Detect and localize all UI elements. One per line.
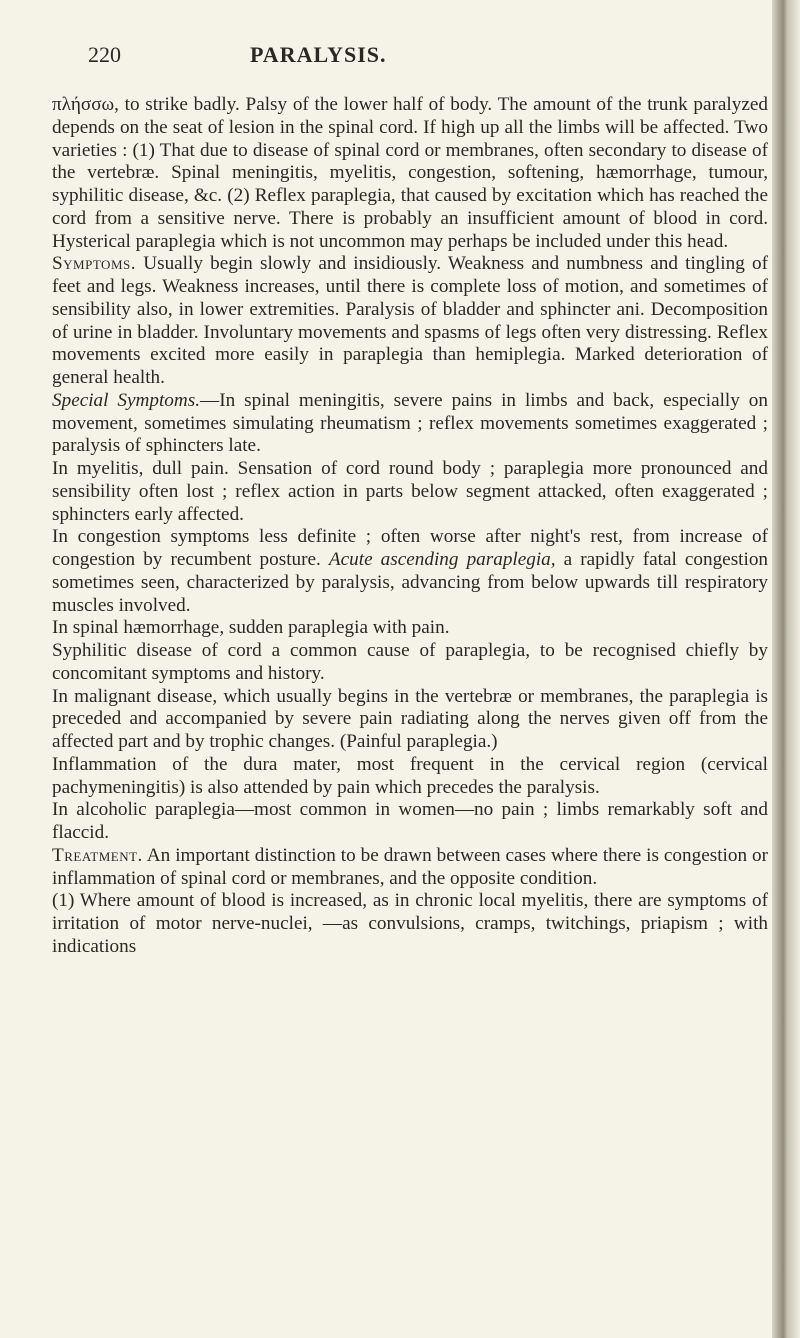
paragraph-definition: πλήσσω, to strike badly. Palsy of the lower half of body. The amount of the trunk paralyzed depends on the seat of lesion in the spinal cord. If high up all the limbs will be affected. Two varieties : (1) That due to disease of spinal cord or membranes, often secondary to disease of the vertebræ. Spinal meningitis, myelitis, congestion, softening, hæmorrhage, tumour, syphilitic disease, &c. (2) Reflex paraplegia, that caused by excitation which has reached the cord from a sensitive nerve. There is probably an insufficient amount of blood in cord. Hysterical paraplegia which is not uncommon may perhaps be included under this head.	[52, 94, 768, 252]
paragraph-special-symptoms	[52, 390, 768, 458]
treatment-heading: Treatment.	[52, 844, 143, 866]
paragraph-alcoholic: In alcoholic paraplegia—most common in women—no pain ; limbs remarkably soft and flaccid.	[52, 799, 768, 843]
page-number: 220	[88, 42, 121, 67]
special-symptoms-text: —In spinal meningitis, severe pains in limbs and back, especially on movement, sometimes simulating rheumatism ; reflex movements sometimes exaggerated ; paralysis of sphincters late.	[52, 389, 768, 457]
treatment-text: An important distinction to be drawn between cases where there is congestion or inflammation of spinal cord or membranes, and the opposite condition.	[52, 844, 768, 889]
symptoms-text: Usually begin slowly and insidiously. Weakness and numbness and tingling of feet and legs. Weakness increases, until there is complete loss of motion, and sometimes of sensibility also, in lower extremities. Paralysis of bladder and sphincter ani. Decomposition of urine in bladder. Involuntary movements and spasms of legs often very distressing. Reflex movements excited more easily in paraplegia than hemiplegia. Marked deterioration of general health.	[52, 253, 769, 388]
acute-ascending-paraplegia: Acute ascending paraplegia,	[328, 549, 556, 570]
special-symptoms-heading: Special Symptoms.	[52, 389, 201, 411]
paragraph-dura-mater: Inflammation of the dura mater, most frequent in the cervical region (cervical pachymeningitis) is also attended by pain which precedes the paralysis.	[52, 753, 768, 798]
symptoms-heading: Symptoms.	[52, 253, 137, 275]
paragraph-treatment	[52, 845, 768, 891]
paragraph-myelitis: In myelitis, dull pain. Sensation of cord round body ; paraplegia more pronounced and sensibility often lost ; reflex action in parts below segment attacked, often exaggerated ; sphincters early affected.	[52, 458, 768, 525]
paragraph-malignant: In malignant disease, which usually begins in the vertebræ or membranes, the paraplegia is preceded and accompanied by severe pain radiating along the nerves given off from the affected part and by trophic changes. (Painful paraplegia.)	[52, 685, 768, 752]
paragraph-congestion	[52, 526, 768, 617]
page-gutter-shadow	[772, 0, 800, 1338]
paragraph-haemorrhage: In spinal hæmorrhage, sudden paraplegia with pain.	[52, 617, 450, 639]
paragraph-syphilitic: Syphilitic disease of cord a common cause of paraplegia, to be recognised chiefly by concomitant symptoms and history.	[52, 640, 768, 684]
page-body	[52, 94, 768, 959]
paragraph-symptoms	[52, 253, 768, 390]
page-header	[88, 42, 724, 72]
running-head: PARALYSIS.	[250, 42, 387, 67]
congestion-text-a: In congestion symptoms less definite ; often worse after night's rest, from increase of congestion by recumbent posture.	[52, 526, 768, 570]
congestion-text-b: a rapidly fatal congestion sometimes seen, characterized by paralysis, advancing from below upwards till respiratory muscles involved.	[52, 549, 769, 616]
paragraph-blood-increased: (1) Where amount of blood is increased, as in chronic local myelitis, there are symptoms of irritation of motor nerve-nuclei, —as convulsions, cramps, twitchings, priapism ; with indications	[52, 890, 768, 957]
